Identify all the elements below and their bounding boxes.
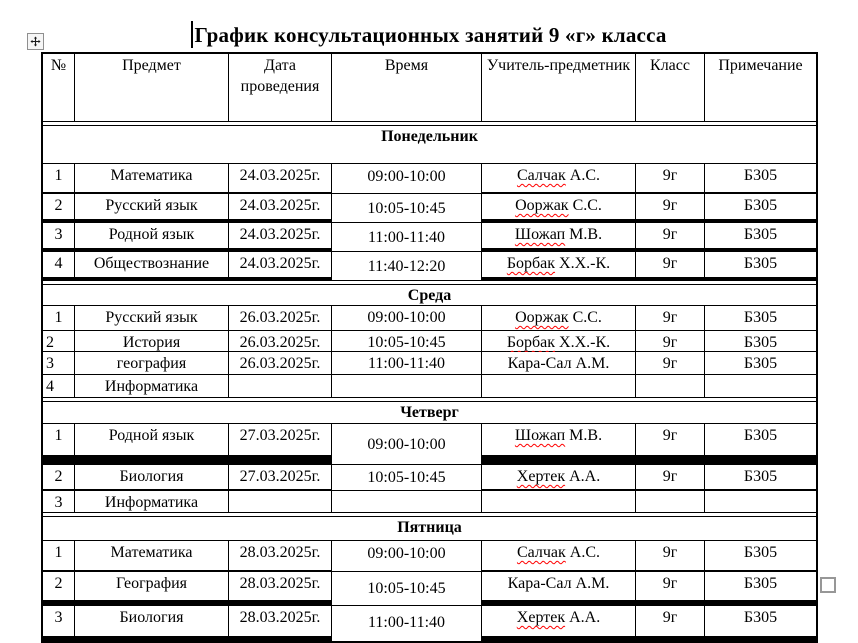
cell-note[interactable]: Б305 — [705, 331, 816, 351]
cell-subject[interactable]: Биология — [75, 606, 228, 636]
cell-time[interactable]: 11:40-12:20 — [332, 252, 481, 280]
row-number[interactable]: 2 — [43, 194, 74, 219]
day-rows-block — [43, 541, 816, 641]
cell-class[interactable]: 9г — [636, 194, 704, 219]
cell-subject[interactable]: Русский язык — [75, 194, 228, 219]
cell-teacher[interactable] — [482, 164, 635, 192]
cell-note[interactable]: Б305 — [705, 352, 816, 374]
teacher-initials: А.С. — [565, 167, 601, 184]
cell-date[interactable]: 24.03.2025г. — [229, 252, 331, 277]
teacher-initials: А.С. — [565, 544, 601, 561]
row-number[interactable]: 4 — [43, 375, 74, 397]
teacher-initials: Х.Х.-К. — [555, 334, 611, 351]
cell-subject[interactable]: Родной язык — [75, 424, 228, 455]
cell-date[interactable]: 24.03.2025г. — [229, 223, 331, 248]
schedule-table — [41, 52, 818, 643]
text-cursor — [191, 21, 193, 48]
teacher-initials: М.В. — [565, 226, 603, 243]
cell-class[interactable]: 9г — [636, 352, 704, 374]
title-row — [0, 23, 858, 48]
cell-teacher[interactable] — [482, 491, 635, 512]
cell-subject[interactable]: География — [75, 572, 228, 600]
cell-time[interactable]: 11:00-11:40 — [332, 606, 481, 641]
teacher-initials: А.А. — [565, 609, 601, 626]
cell-teacher[interactable]: Кара-Сал А.М. — [482, 352, 635, 374]
column-header-1[interactable]: № — [43, 54, 74, 121]
cell-teacher[interactable] — [482, 465, 635, 489]
teacher-initials: М.В. — [565, 427, 603, 444]
row-number[interactable]: 2 — [43, 331, 74, 351]
teacher-misspelled-word: Ооржак — [515, 309, 569, 326]
cell-date[interactable]: 26.03.2025г. — [229, 352, 331, 374]
cell-date[interactable]: 28.03.2025г. — [229, 541, 331, 570]
column-header-7[interactable]: Примечание — [705, 54, 816, 121]
cell-date[interactable]: 24.03.2025г. — [229, 194, 331, 219]
row-number[interactable]: 1 — [43, 424, 74, 455]
cell-class[interactable]: 9г — [636, 331, 704, 351]
teacher-initials: Х.Х.-К. — [555, 255, 611, 272]
cell-date[interactable]: 27.03.2025г. — [229, 465, 331, 489]
teacher-misspelled-word: Борбак — [506, 255, 556, 272]
day-header-1[interactable]: Понедельник — [43, 125, 816, 164]
table-resize-handle[interactable] — [820, 577, 836, 593]
cell-time[interactable]: 11:00-11:40 — [332, 352, 481, 374]
row-number[interactable]: 3 — [43, 606, 74, 636]
cell-note[interactable]: Б305 — [705, 164, 816, 192]
cell-time[interactable] — [332, 375, 481, 397]
cell-date[interactable]: 27.03.2025г. — [229, 424, 331, 455]
cell-subject[interactable]: Обществознание — [75, 252, 228, 277]
day-rows-block — [43, 164, 816, 281]
cell-class[interactable]: 9г — [636, 424, 704, 455]
teacher-initials: С.С. — [568, 309, 602, 326]
cell-teacher[interactable] — [482, 306, 635, 330]
row-number[interactable]: 2 — [43, 465, 74, 489]
page-title[interactable]: График консультационных занятий 9 «г» класса — [194, 23, 667, 47]
teacher-misspelled-word: Салчак — [516, 167, 566, 184]
cell-class[interactable]: 9г — [636, 465, 704, 489]
cell-date[interactable]: 26.03.2025г. — [229, 331, 331, 351]
cell-subject[interactable]: Математика — [75, 164, 228, 192]
cell-subject[interactable]: Информатика — [75, 375, 228, 397]
row-number[interactable]: 4 — [43, 252, 74, 277]
cell-note[interactable]: Б305 — [705, 223, 816, 248]
cell-subject[interactable]: Биология — [75, 465, 228, 489]
cell-time[interactable] — [332, 491, 481, 512]
cell-class[interactable] — [636, 375, 704, 397]
cell-date[interactable]: 28.03.2025г. — [229, 606, 331, 636]
column-header-6[interactable]: Класс — [636, 54, 704, 121]
cell-subject[interactable]: Математика — [75, 541, 228, 570]
cell-time[interactable]: 09:00-10:00 — [332, 164, 481, 193]
teacher-initials: С.С. — [568, 197, 602, 214]
cell-time[interactable]: 10:05-10:45 — [332, 331, 481, 351]
cell-time[interactable]: 10:05-10:45 — [332, 572, 481, 605]
cell-time[interactable]: 09:00-10:00 — [332, 306, 481, 330]
cell-time[interactable]: 09:00-10:00 — [332, 424, 481, 464]
column-header-4[interactable]: Время — [332, 54, 481, 121]
row-number[interactable]: 3 — [43, 352, 74, 374]
cell-teacher[interactable] — [482, 606, 635, 636]
cell-class[interactable]: 9г — [636, 252, 704, 277]
cell-subject[interactable]: Русский язык — [75, 306, 228, 330]
cell-teacher[interactable] — [482, 194, 635, 219]
cell-date[interactable] — [229, 375, 331, 397]
row-number[interactable]: 2 — [43, 572, 74, 600]
teacher-initials: А.А. — [565, 468, 601, 485]
cell-time[interactable]: 11:00-11:40 — [332, 223, 481, 251]
cell-note[interactable]: Б305 — [705, 465, 816, 489]
cell-class[interactable]: 9г — [636, 541, 704, 570]
day-header-2[interactable]: Среда — [43, 284, 816, 306]
teacher-misspelled-word: Шожап — [514, 226, 566, 243]
cell-subject[interactable]: История — [75, 331, 228, 351]
table-sections — [43, 125, 816, 641]
cell-time[interactable]: 09:00-10:00 — [332, 541, 481, 571]
cell-class[interactable] — [636, 491, 704, 512]
cell-class[interactable]: 9г — [636, 164, 704, 192]
row-number[interactable]: 1 — [43, 306, 74, 330]
column-header-5[interactable]: Учитель-предметник — [482, 54, 635, 121]
cell-teacher[interactable] — [482, 541, 635, 570]
cell-date[interactable]: 28.03.2025г. — [229, 572, 331, 600]
teacher-misspelled-word: Салчак — [516, 544, 566, 561]
cell-note[interactable] — [705, 375, 816, 397]
column-header-2[interactable]: Предмет — [75, 54, 228, 121]
cell-note[interactable]: Б305 — [705, 572, 816, 600]
cell-class[interactable]: 9г — [636, 572, 704, 600]
teacher-misspelled-word: Хертек — [516, 609, 566, 626]
row-number[interactable]: 1 — [43, 541, 74, 570]
cell-date[interactable]: 26.03.2025г. — [229, 306, 331, 330]
row-number[interactable]: 3 — [43, 491, 74, 512]
cell-teacher[interactable] — [482, 375, 635, 397]
table-header-row — [43, 54, 816, 122]
cell-note[interactable]: Б305 — [705, 424, 816, 455]
cell-class[interactable]: 9г — [636, 306, 704, 330]
cell-note[interactable] — [705, 491, 816, 512]
cell-teacher[interactable]: Кара-Сал А.М. — [482, 572, 635, 600]
cell-subject[interactable]: Информатика — [75, 491, 228, 512]
cell-date[interactable] — [229, 491, 331, 512]
cell-time[interactable]: 10:05-10:45 — [332, 194, 481, 222]
cell-teacher[interactable] — [482, 252, 635, 277]
teacher-misspelled-word: Шожап — [514, 427, 566, 444]
cell-teacher[interactable] — [482, 223, 635, 248]
cell-date[interactable]: 24.03.2025г. — [229, 164, 331, 192]
cell-subject[interactable]: география — [75, 352, 228, 374]
cell-time[interactable]: 10:05-10:45 — [332, 465, 481, 490]
cell-subject[interactable]: Родной язык — [75, 223, 228, 248]
teacher-misspelled-word: Борбак — [506, 334, 556, 351]
cell-note[interactable]: Б305 — [705, 606, 816, 636]
cell-class[interactable]: 9г — [636, 223, 704, 248]
day-header-4[interactable]: Пятница — [43, 516, 816, 541]
day-rows-block — [43, 424, 816, 513]
cell-teacher[interactable] — [482, 424, 635, 455]
cell-note[interactable]: Б305 — [705, 306, 816, 330]
cell-note[interactable]: Б305 — [705, 541, 816, 570]
cell-teacher[interactable] — [482, 331, 635, 351]
cell-note[interactable]: Б305 — [705, 252, 816, 277]
teacher-misspelled-word: Ооржак — [515, 197, 569, 214]
column-header-3[interactable]: Дата проведения — [229, 54, 331, 121]
cell-class[interactable]: 9г — [636, 606, 704, 636]
row-number[interactable]: 3 — [43, 223, 74, 248]
row-number[interactable]: 1 — [43, 164, 74, 192]
day-header-3[interactable]: Четверг — [43, 401, 816, 424]
day-rows-block — [43, 306, 816, 398]
cell-note[interactable]: Б305 — [705, 194, 816, 219]
teacher-misspelled-word: Хертек — [516, 468, 566, 485]
